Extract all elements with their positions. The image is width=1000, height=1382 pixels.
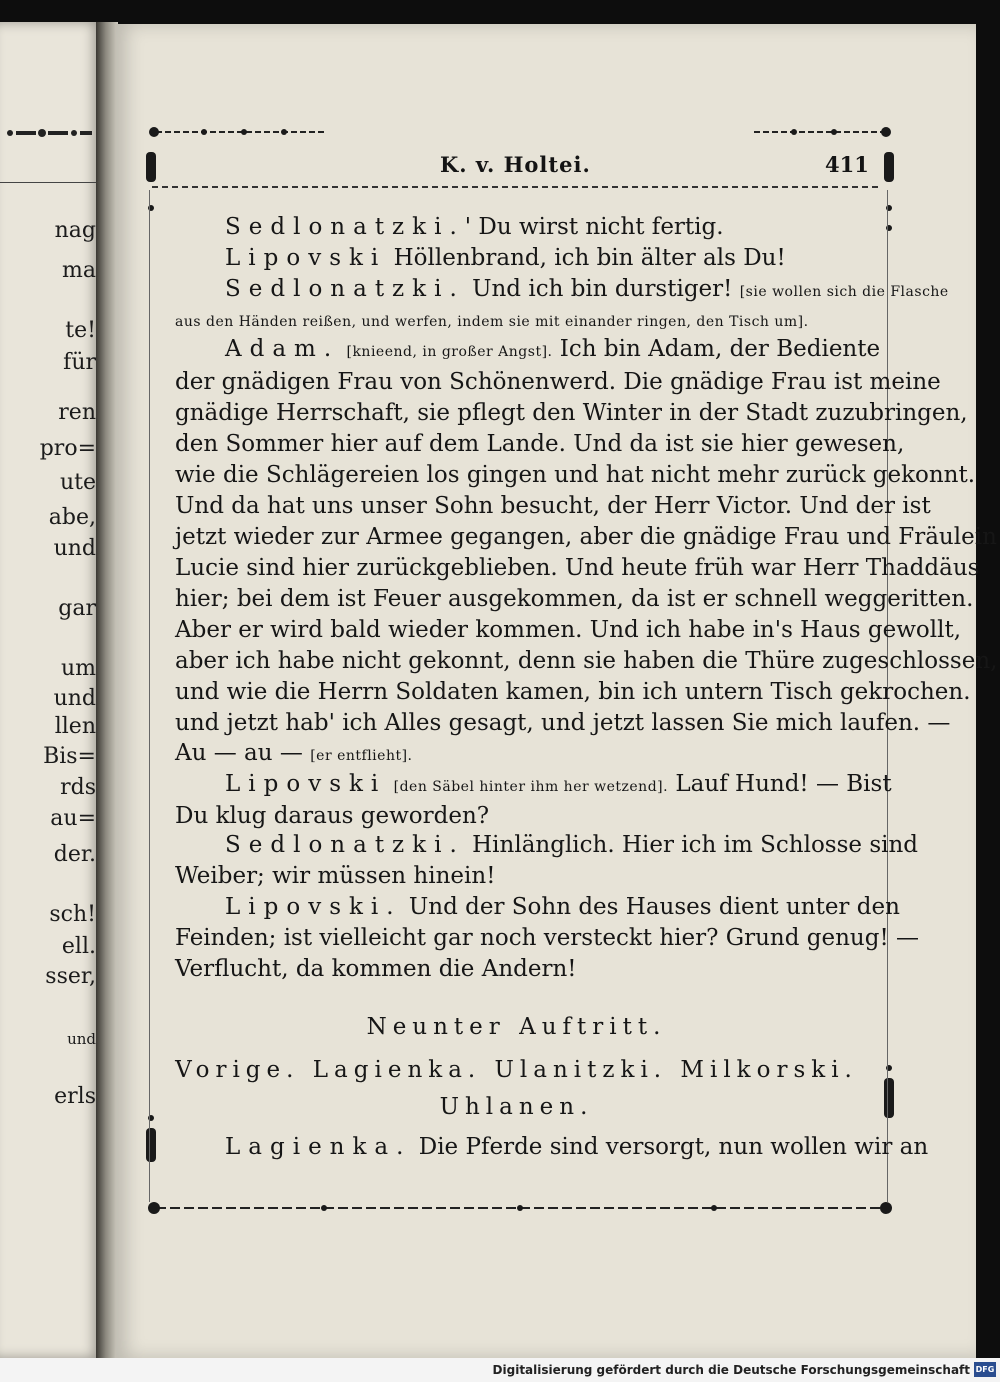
text-line [175,274,949,304]
text-segment: Aber er wird bald wieder kommen. Und ich habe in's Haus gewollt, [175,617,962,643]
speaker-name: Adam. [225,336,340,362]
speaker-name: Sedlonatzki. [225,214,465,240]
text-line [175,954,858,984]
stage-direction: [er entflieht]. [310,748,413,764]
text-segment: Lucie sind hier zurückgeblieben. Und heute früh war Herr Thaddäus [175,555,980,581]
left-page-fragment: sser, [45,964,96,989]
text-segment: Du klug daraus geworden? [175,803,490,829]
left-page-fragment: te! [65,318,96,343]
text-segment: Hinlänglich. Hier ich im Schlosse sind [464,832,919,858]
text-segment: gnädige Herrschaft, sie pflegt den Winter in der Stadt zuzubringen, [175,400,968,426]
text-line [175,677,971,707]
left-page-fragment: pro= [39,436,96,461]
left-page-fragment: erls [54,1084,96,1109]
text-line [175,491,931,521]
left-page [0,22,102,1358]
text-line [175,584,974,614]
text-line [175,522,997,552]
left-page-fragment: der. [53,842,96,867]
left-page-fragment: Bis= [43,744,96,769]
text-line [175,212,858,242]
text-line [175,1055,858,1085]
left-page-fragment: gar [58,596,96,621]
header-rule [152,186,878,188]
text-line [175,243,858,273]
text-segment: Ich bin Adam, der Bediente [552,336,881,362]
text-segment: und wie die Herrn Soldaten kamen, bin ich untern Tisch gekrochen. [175,679,971,705]
left-page-fragment: abe, [48,505,96,530]
scene-heading: Neunter Auftritt. [366,1014,667,1040]
left-page-fragment: und [53,686,96,711]
speaker-name: Lipovski. [225,894,402,920]
text-segment: den Sommer hier auf dem Lande. Und da ist sie hier gewesen, [175,431,905,457]
text-segment: Verflucht, da kommen die Andern! [175,956,577,982]
text-line [175,923,920,953]
left-page-fragment: ren [58,400,96,425]
text-segment: und jetzt hab' ich Alles gesagt, und jetzt lassen Sie mich laufen. — [175,710,951,736]
left-page-rule [0,182,100,183]
left-page-fragment: und [53,536,96,561]
speaker-name: Lagienka. [225,1134,412,1160]
text-segment: der gnädigen Frau von Schönenwerd. Die gnädige Frau ist meine [175,369,941,395]
stage-direction: [sie wollen sich die Flasche [739,284,949,300]
text-line [175,553,980,583]
left-page-fragment: ell. [61,934,96,959]
speaker-name: Lipovski [225,771,387,797]
left-page-fragment: um [60,656,96,681]
ornament-left-page-icon [4,125,94,141]
text-line [175,615,962,645]
text-line [175,830,919,860]
text-line [175,367,941,397]
scene-heading: Uhlanen. [439,1094,594,1120]
dfg-logo-icon: DFG [974,1362,996,1377]
text-line [175,708,951,738]
stage-direction: [den Säbel hinter ihm her wetzend]. [393,779,669,795]
text-segment: Weiber; wir müssen hinein! [175,863,496,889]
left-page-fragment: ma [62,258,96,283]
left-page-fragment: nag [54,218,96,243]
text-segment: Au — au — [175,740,311,766]
scene-heading: Vorige. Lagienka. Ulanitzki. Milkorski. [175,1057,858,1083]
footer-credit-text: Digitalisierung gefördert durch die Deutsche Forschungsgemeinschaft [492,1363,970,1377]
page-number: 411 [825,152,869,177]
speaker-name: Lipovski [225,245,387,271]
text-line [175,738,858,768]
book-gutter [96,22,118,1358]
text-line [175,892,900,922]
text-segment: ' Du wirst nicht fertig. [464,214,724,240]
running-header-author: K. v. Holtei. [440,152,591,177]
digitization-footer [0,1358,1000,1382]
left-page-fragment: sch! [49,902,96,927]
text-line [175,1092,858,1122]
text-segment: Die Pferde sind versorgt, nun wollen wir an [411,1134,929,1160]
text-segment: Und da hat uns unser Sohn besucht, der Herr Victor. Und der ist [175,493,931,519]
frame-left-rule [149,190,150,1202]
text-segment: Und der Sohn des Hauses dient unter den [401,894,900,920]
speaker-name: Sedlonatzki. [225,276,465,302]
text-segment: Höllenbrand, ich bin älter als Du! [386,245,786,271]
text-line [175,646,998,676]
text-line [175,1132,929,1162]
text-segment: Feinden; ist vielleicht gar noch versteckt hier? Grund genug! — [175,925,920,951]
text-segment: Lauf Hund! — Bist [668,771,892,797]
left-page-fragment: und [67,1030,96,1048]
text-line [175,861,858,891]
text-line [175,398,968,428]
text-segment: aber ich habe nicht gekonnt, denn sie haben die Thüre zugeschlossen, [175,648,998,674]
text-segment [386,771,393,797]
left-page-fragment: für [63,350,96,375]
stage-direction: aus den Händen reißen, und werfen, indem sie mit einander ringen, den Tisch um]. [175,314,809,330]
text-segment: jetzt wieder zur Armee gegangen, aber die gnädige Frau und Fräulein [175,524,997,550]
text-line [175,769,892,799]
text-line [175,334,881,364]
text-line [175,801,858,831]
text-line [175,460,976,490]
text-line [175,1012,858,1042]
text-segment: wie die Schlägereien los gingen und hat nicht mehr zurück gekonnt. [175,462,976,488]
left-page-fragment: au= [50,806,96,831]
stage-direction: [knieend, in großer Angst]. [346,344,553,360]
left-page-fragment: ute [59,470,96,495]
speaker-name: Sedlonatzki. [225,832,465,858]
left-page-fragment: llen [54,714,96,739]
left-page-fragment: rds [60,775,96,800]
text-line [175,304,858,334]
text-segment: hier; bei dem ist Feuer ausgekommen, da ist er schnell weggeritten. [175,586,974,612]
text-segment: Und ich bin durstiger! [464,276,740,302]
text-line [175,429,905,459]
